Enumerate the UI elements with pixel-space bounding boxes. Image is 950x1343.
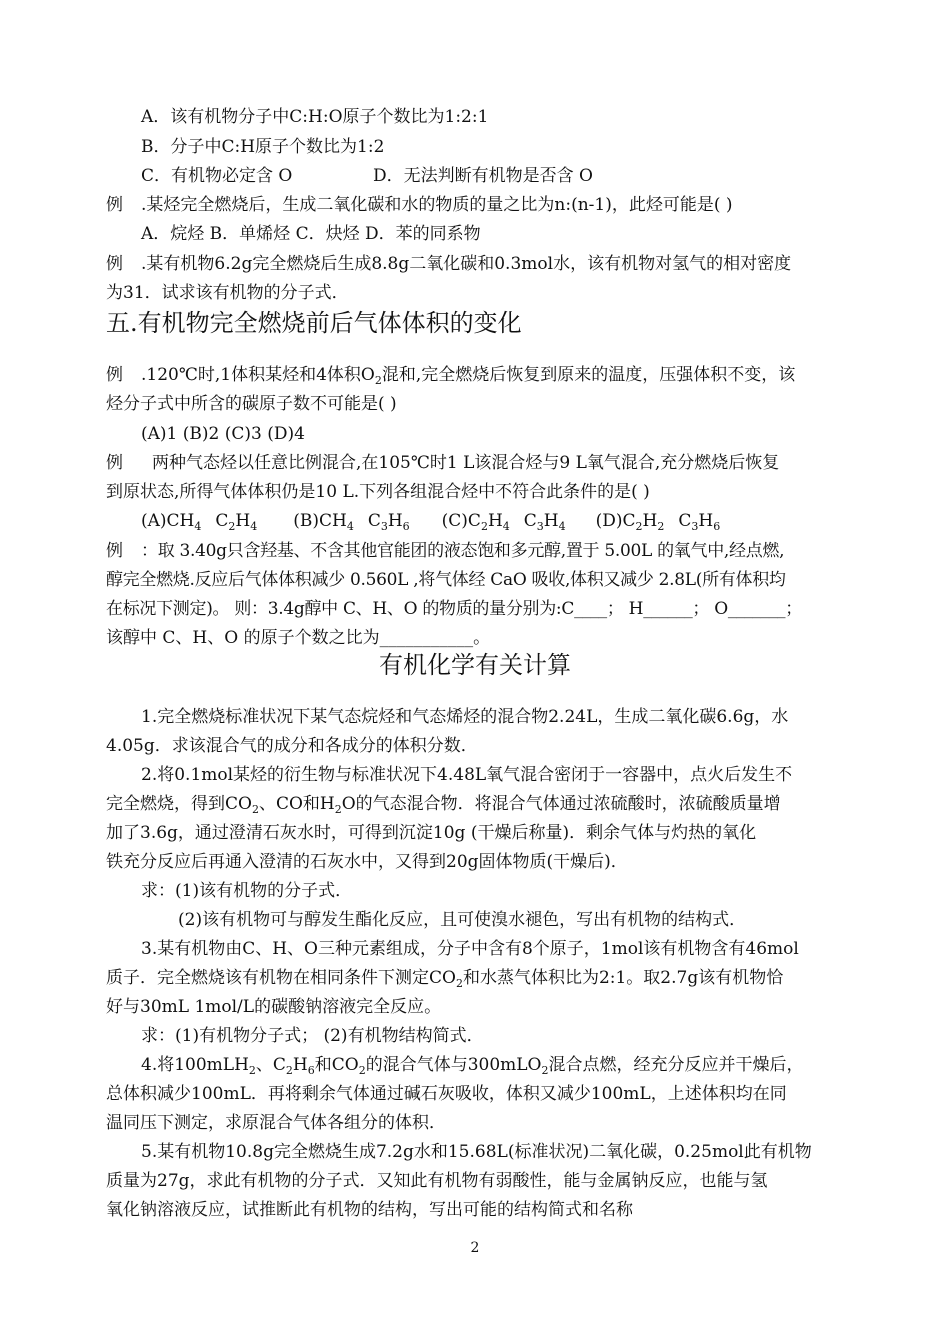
example-continuation: 醇完全燃烧.反应后气体体积减少 0.560L ,将气体经 CaO 吸收,体积又减少 2.8L(所有体积均 <box>106 570 786 590</box>
option-d: D．无法判断有机物是否含 O <box>373 166 593 186</box>
section-title: 五.有机物完全燃烧前后气体体积的变化 <box>106 309 522 337</box>
question-continuation: 完全燃烧，得到$CO_2$、CO和$H_2O$的气态混合物．将混合气体通过浓硫酸时，浓硫酸质量增 <box>106 794 781 816</box>
example-line <box>141 364 795 386</box>
example-continuation: 为31．试求该有机物的分子式． <box>106 283 349 303</box>
example-molecular-formula: .某有机物6.2g完全燃烧后生成8.8g二氧化碳和0.3mol水，该有机物对氢气的相对密度 <box>141 254 792 274</box>
question-continuation: 铁充分反应后再通入澄清的石灰水中，又得到20g固体物质(干燥后)． <box>106 852 628 872</box>
question-continuation: 加了3.6g，通过澄清石灰水时，可得到沉淀10g (干燥后称量)．剩余气体与灼热的氧化 <box>106 823 757 843</box>
question-continuation: 质子．完全燃烧该有机物在相同条件下测定$CO_2$和水蒸气体积比为2:1。取2.7g该有机物恰 <box>106 968 784 990</box>
question-continuation: 总体积减少100mL．再将剩余气体通过碱石灰吸收，体积又减少100mL，上述体积均在同 <box>106 1084 787 1104</box>
question-ask: (2)该有机物可与醇发生酯化反应，且可使溴水褪色，写出有机物的结构式． <box>178 910 747 930</box>
option-d: $(D)C_2H_2$ $C_3H_6$ <box>595 511 721 533</box>
example-options: A．烷烃 B．单烯烃 C．炔烃 D．苯的同系物 <box>141 224 481 244</box>
example-options <box>141 510 720 532</box>
example-continuation: 该醇中 C、H、O 的原子个数之比为___________。 <box>106 628 491 648</box>
example-continuation: 烃分子式中所含的碳原子数不可能是( ) <box>106 394 397 414</box>
question-continuation: 质量为27g，求此有机物的分子式．又知此有机物有弱酸性，能与金属钠反应，也能与氢 <box>106 1171 768 1191</box>
question-3: 3.某有机物由C、H、O三种元素组成，分子中含有8个原子，1mol该有机物含有46mol <box>141 939 799 959</box>
example-prefix: 例 <box>106 254 123 274</box>
question-4: 4.将100mLH$_2$、$C_2H_6$和$CO_2$的混合气体与300mLO$_2$混合点燃，经充分反应并干燥后， <box>141 1055 804 1077</box>
option-b: $(B)CH_4$ $C_3H_6$ <box>293 511 410 533</box>
option-c: $(C)C_2H_4$ $C_3H_4$ <box>441 511 566 533</box>
example-prefix: 例 <box>106 195 123 215</box>
question-2: 2.将0.1mol某烃的衍生物与标准状况下4.48L氧气混合密闭于一容器中，点火后发生不 <box>141 765 793 785</box>
subscript: 2 <box>374 374 382 387</box>
option-a: A．该有机物分子中C:H:O原子个数比为1:2:1 <box>141 107 489 127</box>
option-a: $(A)CH_4$ $C_2H_4$ <box>141 511 258 533</box>
example-continuation: 到原状态,所得气体体积仍是10 L.下列各组混合烃中不符合此条件的是( ) <box>106 482 650 502</box>
option-b: B．分子中C:H原子个数比为1:2 <box>141 137 385 157</box>
calc-title: 有机化学有关计算 <box>379 651 571 679</box>
question-continuation: 好与30mL 1mol/L的碳酸钠溶液完全反应。 <box>106 997 442 1017</box>
question-ask: 求：(1)该有机物的分子式． <box>141 881 353 901</box>
option-c: C．有机物必定含 O <box>141 166 293 186</box>
example-line: 两种气态烃以任意比例混合,在105℃时1 L该混合烃与9 L氧气混合,充分燃烧后恢复 <box>152 453 780 473</box>
example-options: (A)1 (B)2 (C)3 (D)4 <box>141 424 305 444</box>
example-line: ：取 3.40g只含羟基、不含其他官能团的液态饱和多元醇,置于 5.00L 的氧气中,经点燃, <box>141 541 785 561</box>
question-continuation: 4.05g．求该混合气的成分和各成分的体积分数． <box>106 736 478 756</box>
page-number: 2 <box>470 1240 480 1256</box>
text-run: 混和,完全燃烧后恢复到原来的温度，压强体积不变，该 <box>381 365 796 385</box>
example-hydrocarbon-ratio: .某烃完全燃烧后，生成二氧化碳和水的物质的量之比为n:(n-1)，此烃可能是( ) <box>141 195 733 215</box>
example-prefix: 例 <box>106 453 123 473</box>
question-continuation: 温同压下测定，求原混合气体各组分的体积． <box>106 1113 446 1133</box>
text-run: .120℃时,1体积某烃和4体积O <box>141 365 375 385</box>
question-1: 1.完全燃烧标准状况下某气态烷烃和气态烯烃的混合物2.24L，生成二氧化碳6.6g，水 <box>141 707 789 727</box>
question-5: 5.某有机物10.8g完全燃烧生成7.2g水和15.68L(标准状况)二氧化碳，0.25mol此有机物 <box>141 1142 812 1162</box>
question-ask: 求：(1)有机物分子式； (2)有机物结构简式． <box>141 1026 484 1046</box>
example-continuation: 在标况下测定)。 则：3.4g醇中 C、H、O 的物质的量分别为:C____； H______； O_______； <box>106 599 802 619</box>
question-continuation: 氧化钠溶液反应，试推断此有机物的结构，写出可能的结构简式和名称 <box>106 1200 633 1220</box>
example-prefix: 例 <box>106 365 123 385</box>
example-prefix: 例 <box>106 541 123 561</box>
